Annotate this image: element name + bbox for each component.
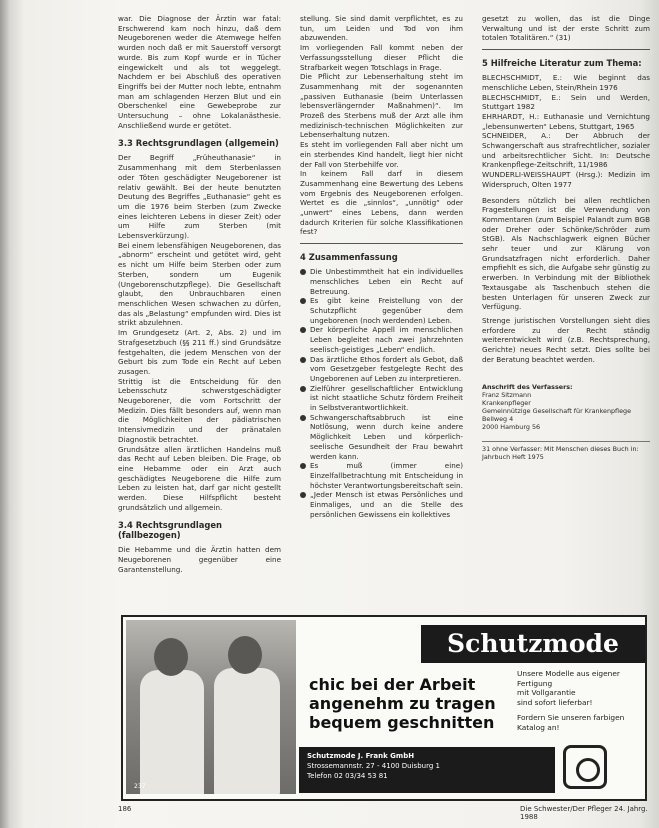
journal-footer: Die Schwester/Der Pfleger 24. Jahrg. 1988 bbox=[520, 805, 648, 821]
nurse-head bbox=[154, 638, 188, 676]
paragraph: Strittig ist die Entscheidung für den Lebensschutz schwerstgeschädigter Neugeborener, die vom Fortschritt der Medizin. Dies fällt besonders auf, wenn man die Möglichkeiten der pädiatrischen Intensivmedizin und der pränatalen Diagnostik betrachtet. bbox=[118, 376, 281, 444]
company-address: Strossemannstr. 27 - 4100 Duisburg 1 bbox=[307, 762, 440, 770]
section-heading: 5 Hilfreiche Literatur zum Thema: bbox=[482, 58, 642, 69]
offer-line: Fordern Sie unseren farbigen Katalog an! bbox=[517, 713, 625, 732]
paragraph: gesetzt zu wollen, das ist die Dinge Verwaltung und ist der erste Schritt zum totalen Totalitären.“ (31) bbox=[482, 14, 650, 43]
company-phone: Telefon 02 03/34 53 81 bbox=[307, 772, 388, 780]
advertisement bbox=[121, 615, 647, 801]
company-info bbox=[299, 747, 555, 793]
list-item: Der körperliche Appell im menschlichen Leben begleitet nach zwei Jahrzehnten seelisch-geistiges „Leben“ endlich. bbox=[300, 325, 463, 354]
paragraph: Es steht im vorliegenden Fall aber nicht um ein sterbendes Kind handelt, liegt hier nicht der Fall von Sterbehilfe vor. bbox=[300, 140, 463, 169]
text-column-2 bbox=[300, 14, 463, 519]
text-column-1 bbox=[118, 14, 281, 575]
list-item: Zielführer gesellschaftlicher Entwicklung ist nicht staatliche Schutz fördern Freiheit in Selbstverantwortlichkeit. bbox=[300, 384, 463, 413]
reference-item: BLECHSCHMIDT, E.: Wie beginnt das menschliche Leben, Stein/Rhein 1976 bbox=[482, 73, 650, 92]
paragraph: war. Die Diagnose der Ärztin war fatal: Erschwerend kam noch hinzu, daß dem Neugeborenen weder die Atemwege helfen wurden noch daß er mit Sauerstoff versorgt wurde. Bis zum Kopf wurde er in Tücher eingewickelt und als tot weggelegt. Nachdem er bei Abschluß des operativen Eingriffs bei der Mutter noch lebte, entnahm man am schlagenden Herzen Blut und ein Oberschenkel eine Gewebeprobe zur Untersuchung – ohne Lokalanästhesie. Anschließend wurde er getötet. bbox=[118, 14, 281, 130]
nurse-figure bbox=[214, 668, 280, 794]
address-line: Franz Sitzmann bbox=[482, 390, 532, 399]
reference-item: BLECHSCHMIDT, E.: Sein und Werden, Stuttgart 1982 bbox=[482, 92, 650, 112]
paragraph: In keinem Fall darf in diesem Zusammenhang eine Bewertung des Lebens vom Ergebnis des Neugeborenen erfolgen. Wertet es die „sinnlos“, „unnötig“ oder „unwert“ eines Lebens, dann werden dadurch Kriterien für solche Klassifikationen fest? bbox=[300, 169, 463, 237]
company-name: Schutzmode J. Frank GmbH bbox=[307, 752, 415, 760]
list-item: Es gibt keine Freistellung von der Schutzpflicht gegenüber dem ungeborenen (noch werdenden) Leben. bbox=[300, 296, 463, 325]
author-address bbox=[482, 383, 650, 431]
offer-line: sind sofort lieferbar! bbox=[517, 697, 593, 707]
nurse-head bbox=[228, 636, 262, 674]
reference-item: SCHNEIDER, A.: Der Abbruch der Schwangerschaft aus strafrechtlicher, sozialer und arbeitsrechtlicher Sicht. In: Deutsche Krankenpflege-Zeitschrift, 11/1986 bbox=[482, 131, 650, 170]
paragraph: Bei einem lebensfähigen Neugeborenen, das „abnorm“ erscheint und getötet wird, geht es nicht um Hilfe beim Sterben oder zum Sterben, sondern um Eugenik (Ungeborenschutzpflege). Die Gesellschaft glaubt, den Unbrauchbaren einen menschlichen Wesen schwachen zu dürfen, das als „Belastung“ empfunden wird. Dies ist strikt abzulehnen. bbox=[118, 240, 281, 328]
paragraph: stellung. Sie sind damit verpflichtet, es zu tun, um Leiden und Tod von ihm abzuwenden. bbox=[300, 14, 463, 43]
list-item: Schwangerschaftsabbruch ist eine Notlösung, wenn durch keine andere Möglichkeit Leben und körperlich-seelische Gesundheit der Frau bewahrt werden kann. bbox=[300, 413, 463, 462]
address-line: 2000 Hamburg 56 bbox=[482, 422, 541, 431]
slogan-line: bequem geschnitten bbox=[309, 713, 495, 732]
divider bbox=[482, 49, 650, 50]
address-label: Anschrift des Verfassers: bbox=[482, 382, 573, 391]
slogan-line: chic bei der Arbeit bbox=[309, 675, 476, 694]
divider bbox=[300, 243, 463, 244]
section-heading: 3.4 Rechtsgrundlagen (fallbezogen) bbox=[118, 520, 223, 541]
ad-offer bbox=[517, 669, 637, 732]
list-item: „Jeder Mensch ist etwas Persönliches und Einmaliges, und an die Stelle des persönlichen Gewissens ein kollektives bbox=[300, 490, 463, 519]
reference-item: WUNDERLI-WEISSHAUPT (Hrsg.): Medizin im Widerspruch, Olten 1977 bbox=[482, 170, 650, 189]
paragraph: Die Pflicht zur Lebenserhaltung steht im Zusammenhang mit der sogenannten „passiven Euthanasie (beim Unterlassen lebensverlängernder Maßnahmen)“. Im Prozeß des Sterbens muß der Arzt alle ihm medizinisch-technischen Möglichkeiten zur Lebenserhaltung nutzen. bbox=[300, 72, 463, 140]
reference-item: EHRHARDT, H.: Euthanasie und Vernichtung „lebensunwerten“ Lebens, Stuttgart, 1965 bbox=[482, 111, 650, 131]
ad-slogan bbox=[309, 675, 509, 732]
offer-line: Unsere Modelle aus eigener Fertigung bbox=[517, 669, 620, 688]
slogan-line: angenehm zu tragen bbox=[309, 694, 496, 713]
paragraph: Die Hebamme und die Ärztin hatten dem Neugeborenen gegenüber eine Garantenstellung. bbox=[118, 545, 281, 574]
text-column-3 bbox=[482, 14, 650, 461]
paragraph: Der Begriff „Früheuthanasie“ in Zusammenhang mit dem Sterbenlassen oder Töten geschädigter Neugeborener ist relativ gewählt. Bei der heute benutzten Deutung des Begriffes „Euthanasie“ geht es um die 1976 beim Sterben (zum Zwecke eines leichteren Lebens in dieser Zeit) oder um Hilfe zum Sterben (mit Lebensverkürzung). bbox=[118, 153, 281, 241]
list-item: Die Unbestimmtheit hat ein individuelles menschliches Leben ein Recht auf Betreuung. bbox=[300, 267, 463, 296]
address-line: Gemeinnützige Gesellschaft für Krankenpflege bbox=[482, 406, 632, 415]
address-line: Krankenpfleger bbox=[482, 398, 531, 407]
footnote: 31 ohne Verfasser: Mit Menschen dieses Buch in: Jahrbuch Heft 1975 bbox=[482, 441, 650, 461]
address-line: Bellweg 4 bbox=[482, 414, 514, 423]
page-number: 186 bbox=[118, 805, 132, 813]
nurse-figure bbox=[140, 670, 204, 794]
paragraph: Im vorliegenden Fall kommt neben der Verfassungsstellung dieser Pflicht die Strafbarkeit wegen Totschlags in Frage. bbox=[300, 43, 463, 72]
paragraph: Besonders nützlich bei allen rechtlichen Fragestellungen ist die Verwendung von Kommentaren (zum Beispiel Palandt zum BGB oder Dreher oder Schönke/Schröder zum StGB). Als Nachschlagwerk eignen Bücher sehr teuer und zur Klärung von Grundsatzfragen nicht erforderlich. Daher empfiehlt es sich, die Aufgabe sehr günstig zu erwerben. In Verbindung mit der Bibliothek Textausgabe als Taschenbuch stehen die besten Unterlagen für unseren Zweck zur Verfügung. bbox=[482, 195, 650, 312]
paragraph: Im Grundgesetz (Art. 2, Abs. 2) und im Strafgesetzbuch (§§ 211 ff.) sind Grundsätze festgehalten, die jedem Menschen von der Geburt bis zum Tode ein Recht auf Leben zusagen. bbox=[118, 328, 281, 376]
summary-list bbox=[300, 267, 463, 519]
list-item: Das ärztliche Ethos fordert als Gebot, daß vom Gesetzgeber festgelegte Recht des Ungeborenen auf Leben zu interpretieren. bbox=[300, 355, 463, 384]
paragraph: Grundsätze allen ärztlichen Handelns muß das Recht auf Leben bleiben. Die Frage, ob eine Hebamme oder ein Arzt auch geschädigtes Neugeborene die Hilfe zum Leben zu leisten hat, darf gar nicht gestellt werden. Diese Hilfspflicht besteht grundsätzlich und allgemein. bbox=[118, 444, 281, 512]
paragraph: Strenge juristischen Vorstellungen sieht dies erfordere zu der Recht ständig weiterentwickelt wird (z.B. Rechtsprechung, Gerichte) neues Recht setzt. Dies sollte bei der Beratung beachtet werden. bbox=[482, 315, 650, 364]
list-item: Es muß (immer eine) Einzelfallbetrachtung mit Entscheidung in höchster Verantwortungsbereitschaft sein. bbox=[300, 461, 463, 490]
photo-code: 237 bbox=[134, 783, 146, 790]
company-logo-icon bbox=[563, 745, 607, 789]
section-heading: 4 Zusammenfassung bbox=[300, 252, 398, 263]
brand-logo: Schutzmode bbox=[421, 625, 645, 663]
offer-line: mit Vollgarantie bbox=[517, 688, 576, 697]
nurses-photo bbox=[126, 620, 296, 794]
section-heading: 3.3 Rechtsgrundlagen (allgemein) bbox=[118, 138, 279, 149]
